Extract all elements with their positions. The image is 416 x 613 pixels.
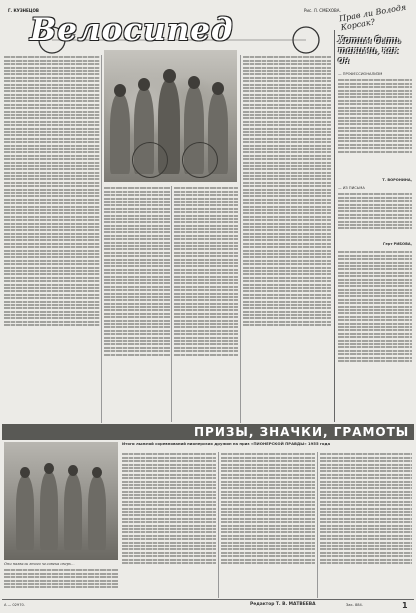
sidebar-author-2: Герт РИБОВА,: [383, 242, 412, 246]
sidebar-author-1: Т. ВОРОНИНА,: [382, 178, 412, 182]
photo-caption: Они назвали этого человека сверх…: [4, 562, 75, 566]
column-divider: [317, 452, 318, 598]
results-subtitle: Итоги лыжной соревнований пионерских дружин на приз «ПИОНЕРСКОЙ ПРАВДЫ» 1955 года: [122, 441, 331, 446]
article-column-3: [174, 186, 238, 422]
author-name: Г. КУЗНЕЦОВ: [8, 8, 39, 13]
footer-order: Зак. 884.: [346, 603, 363, 607]
corner-title: Прав ли Володя Корсак?: [338, 2, 407, 33]
page-number: 1: [402, 601, 408, 610]
artist-credit: Рис. Л. СМЕХОВА.: [304, 8, 341, 13]
column-divider: [218, 452, 219, 598]
footer-editor: Редактор Т. В. МАТВЕЕВА: [250, 602, 316, 607]
sidebar-heading: Хотим быть такими, как он: [338, 36, 401, 66]
sidebar-text-2: [338, 192, 412, 242]
results-column-3: [320, 452, 412, 598]
photo-caption-text: [4, 568, 118, 598]
footer-code: А — 02970.: [4, 603, 25, 607]
banner-title: ПРИЗЫ, ЗНАЧКИ, ГРАМОТЫ: [194, 425, 410, 439]
results-column-1: [122, 452, 216, 598]
sidebar-text-1: [338, 78, 412, 178]
sidebar-border: [334, 30, 335, 422]
article-column-2: [104, 186, 170, 422]
sidebar-section-label: — ИЗ ПИСЬМА: [338, 186, 365, 190]
sidebar-text-3: [338, 250, 412, 400]
sidebar-section-label: — ПРОФЕССИОНАЛИЗМ: [338, 72, 383, 76]
section-banner: [2, 424, 414, 440]
footer: [0, 600, 416, 613]
article-column-4: [243, 55, 331, 421]
headline-area: [6, 14, 336, 54]
skiers-photo: [4, 442, 118, 560]
column-divider: [240, 55, 241, 423]
sidebar: [338, 36, 412, 422]
column-divider: [101, 55, 102, 423]
column-divider: [171, 186, 172, 422]
headline-title: Велосипед: [30, 12, 234, 48]
crowd-illustration: [104, 50, 237, 182]
article-column-1: [4, 55, 100, 421]
results-column-2: [221, 452, 315, 598]
